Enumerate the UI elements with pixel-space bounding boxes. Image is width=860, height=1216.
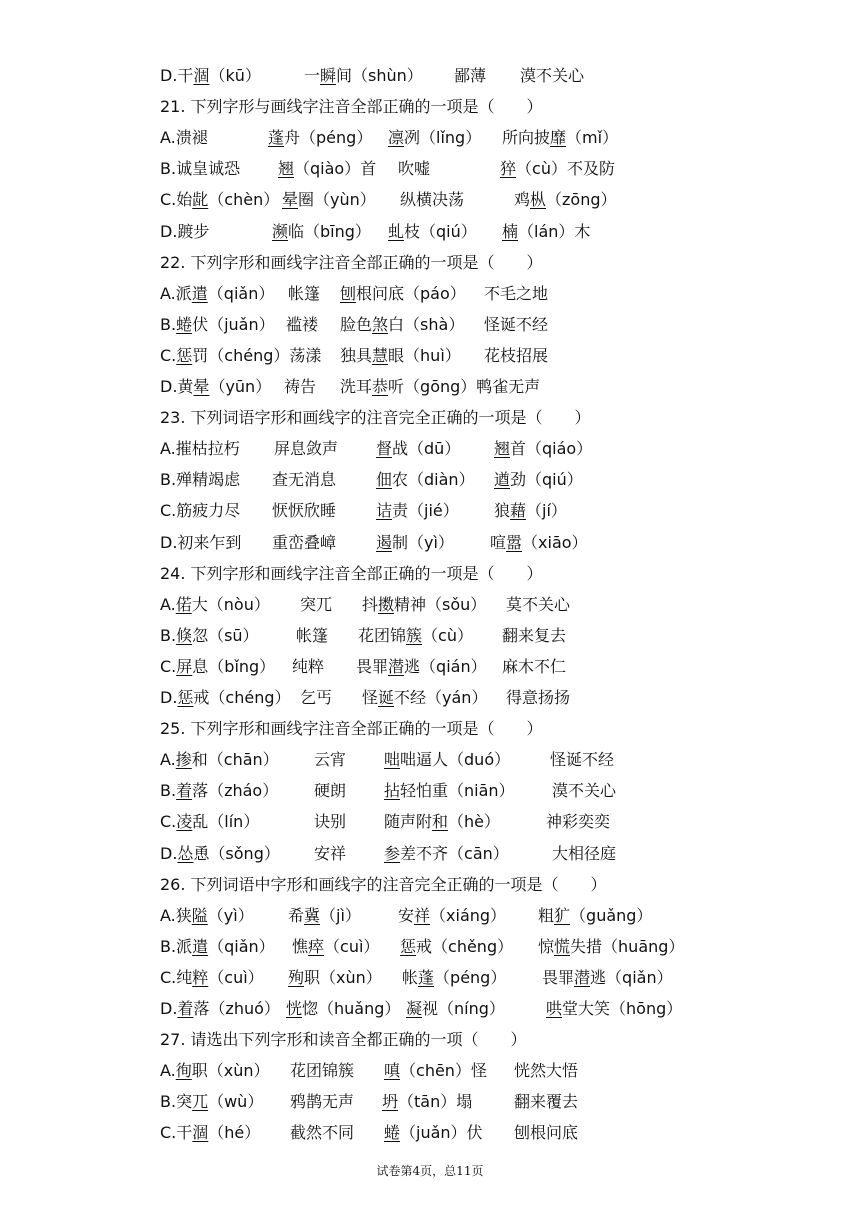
- text-segment: 乞丐: [300, 688, 333, 707]
- text-segment: 刨根问底: [514, 1123, 579, 1143]
- text-segment: （kū）: [209, 66, 261, 85]
- text-segment: 花团锦: [358, 625, 407, 645]
- text-segment: （cù）: [422, 625, 473, 645]
- text-segment: 安: [398, 905, 415, 925]
- answer-option: [160, 436, 592, 462]
- answer-option: [160, 1058, 578, 1084]
- text-segment: 白（shà）: [388, 314, 465, 334]
- answer-option: [160, 63, 584, 89]
- underlined-char: 翘: [278, 159, 295, 179]
- text-segment: A.: [160, 750, 176, 770]
- underlined-char: 涸: [192, 1123, 209, 1143]
- text-segment: 畏罪: [542, 967, 575, 987]
- question-stem: [160, 872, 607, 898]
- underlined-char: 怂: [177, 843, 194, 863]
- text-segment: 27. 请选出下列字形和读音全都正确的一项（ ）: [160, 1030, 527, 1050]
- underlined-char: 遏: [376, 532, 393, 552]
- answer-option: [160, 281, 548, 307]
- underlined-char: 涸: [193, 66, 210, 85]
- text-segment: 职（xùn）: [304, 967, 382, 987]
- text-segment: 25. 下列字形和画线字注音全部正确的一项是（ ）: [160, 719, 543, 739]
- underlined-char: 恍: [286, 999, 303, 1018]
- text-segment: 所向披: [502, 128, 551, 148]
- underlined-char: 藉: [510, 501, 527, 521]
- text-segment: C.始: [160, 190, 193, 210]
- underlined-char: 翘: [494, 439, 511, 459]
- text-segment: 惚（huǎng）: [302, 999, 401, 1018]
- text-segment: C.筋疲力尽: [160, 501, 241, 521]
- text-segment: A.溃褪: [160, 128, 208, 148]
- text-segment: 畏罪: [356, 656, 389, 676]
- text-segment: （yì）: [207, 905, 254, 925]
- answer-option: [160, 187, 617, 213]
- text-segment: 冽（lǐng）: [404, 128, 482, 148]
- text-segment: 战（dū）: [392, 439, 461, 459]
- text-segment: （xiáng）: [430, 905, 507, 925]
- text-segment: 莫不关心: [506, 594, 571, 614]
- text-segment: A.: [160, 1061, 176, 1081]
- underlined-char: 凌: [176, 812, 193, 832]
- text-segment: 脸色: [340, 314, 373, 334]
- text-segment: 舟（péng）: [284, 128, 373, 148]
- underlined-char: 蜷: [384, 1123, 401, 1143]
- text-segment: 诀别: [314, 812, 347, 832]
- answer-option: [160, 219, 590, 245]
- question-stem: [160, 250, 543, 276]
- text-segment: 一: [304, 66, 321, 85]
- text-segment: （chèn）: [208, 190, 280, 210]
- answer-option: [160, 623, 566, 649]
- answer-option: [160, 125, 618, 151]
- text-segment: 怪诞不经: [550, 750, 615, 770]
- question-stem: [160, 94, 543, 120]
- text-segment: 首（qiáo）: [510, 439, 593, 459]
- text-segment: 翻来覆去: [514, 1092, 579, 1112]
- text-segment: 落（zháo）: [192, 781, 279, 801]
- text-segment: D.黄: [160, 377, 194, 396]
- underlined-char: 徇: [175, 1061, 192, 1081]
- underlined-char: 粹: [192, 967, 209, 987]
- underlined-char: 冀: [304, 905, 321, 925]
- text-segment: （mǐ）: [566, 128, 619, 148]
- text-segment: 帐: [402, 967, 419, 987]
- text-segment: 制（yì）: [392, 532, 454, 552]
- text-segment: 落（zhuó）: [193, 999, 280, 1018]
- text-segment: 查无消息: [272, 470, 337, 490]
- underlined-char: 蓬: [268, 128, 285, 148]
- text-segment: 轻怕重（niān）: [400, 781, 515, 801]
- text-segment: 神彩奕奕: [546, 812, 611, 832]
- underlined-char: 遣: [192, 936, 209, 956]
- text-segment: 祷告: [284, 377, 317, 396]
- text-segment: C.: [160, 656, 177, 676]
- text-segment: （zōng）: [546, 190, 617, 210]
- text-segment: C.: [160, 812, 177, 832]
- text-segment: A.摧枯拉朽: [160, 439, 240, 459]
- text-segment: 突兀: [300, 594, 333, 614]
- answer-option: [160, 1120, 578, 1146]
- text-segment: 憔: [292, 936, 309, 956]
- answer-option: [160, 467, 583, 493]
- text-segment: 忽（sū）: [192, 625, 259, 645]
- text-segment: 帐篷: [296, 625, 329, 645]
- text-segment: 花枝招展: [484, 345, 549, 365]
- text-segment: （qiǎn）: [207, 283, 275, 303]
- text-segment: B.: [160, 625, 177, 645]
- answer-option: [160, 530, 588, 556]
- question-stem: [160, 1027, 527, 1053]
- underlined-char: 瘁: [308, 936, 325, 956]
- underlined-char: 诞: [378, 688, 395, 707]
- underlined-char: 潜: [574, 967, 591, 987]
- text-segment: （péng）: [434, 967, 507, 987]
- text-segment: 根问底（páo）: [356, 283, 466, 303]
- text-segment: D.干: [160, 66, 194, 85]
- underlined-char: 隘: [191, 905, 208, 925]
- text-segment: 差不齐（cān）: [400, 843, 509, 863]
- text-segment: 得意扬扬: [506, 688, 571, 707]
- text-segment: 吹嘘: [398, 159, 431, 179]
- text-segment: 纵横决荡: [400, 190, 465, 210]
- text-segment: B.: [160, 314, 177, 334]
- text-segment: （cuì）: [324, 936, 380, 956]
- answer-option: [160, 312, 548, 338]
- underlined-char: 惩: [400, 936, 417, 956]
- answer-option: [160, 747, 614, 773]
- text-segment: 独具: [340, 345, 373, 365]
- text-segment: 戒（chěng）: [416, 936, 514, 956]
- text-segment: （guǎng）: [570, 905, 653, 925]
- text-segment: D.初来乍到: [160, 532, 242, 552]
- text-segment: （hé）: [208, 1123, 261, 1143]
- question-stem: [160, 716, 543, 742]
- answer-option: [160, 934, 684, 960]
- text-segment: 视（níng）: [422, 999, 505, 1018]
- text-segment: B.诚皇诚恐: [160, 159, 241, 179]
- text-segment: 枝（qiú）: [404, 221, 477, 241]
- underlined-char: 惩: [177, 688, 194, 707]
- underlined-char: 倏: [176, 625, 193, 645]
- underlined-char: 煞: [372, 314, 389, 334]
- text-segment: （juǎn）伏: [400, 1123, 483, 1143]
- underlined-char: 虬: [388, 221, 405, 241]
- text-segment: 花团锦簇: [290, 1061, 355, 1081]
- underlined-char: 晕: [193, 377, 210, 396]
- text-segment: 随声附: [384, 812, 433, 832]
- underlined-char: 偌: [175, 594, 192, 614]
- text-segment: 间（shùn）: [336, 66, 423, 85]
- text-segment: 恿（sǒng）: [193, 843, 280, 863]
- underlined-char: 蓬: [418, 967, 435, 987]
- answer-option: [160, 685, 570, 711]
- underlined-char: 咄: [384, 750, 401, 770]
- underlined-char: 坍: [382, 1092, 399, 1112]
- underlined-char: 拈: [384, 781, 401, 801]
- underlined-char: 掺: [175, 750, 192, 770]
- text-segment: （yūn）: [209, 377, 272, 396]
- text-segment: 22. 下列字形和画线字注音全部正确的一项是（ ）: [160, 252, 543, 272]
- underlined-char: 和: [432, 812, 449, 832]
- underlined-char: 遣: [191, 283, 208, 303]
- text-segment: （cù）不及防: [516, 159, 615, 179]
- text-segment: 恹恹欣睡: [272, 501, 337, 521]
- text-segment: B.派: [160, 936, 193, 956]
- text-segment: 重峦叠嶂: [272, 532, 337, 552]
- text-segment: A.: [160, 594, 176, 614]
- text-segment: 农（diàn）: [392, 470, 475, 490]
- text-segment: 抖: [362, 594, 379, 614]
- text-segment: 漠不关心: [520, 66, 585, 85]
- underlined-char: 参: [384, 843, 401, 863]
- text-segment: 安祥: [314, 843, 347, 863]
- underlined-char: 诘: [376, 501, 393, 521]
- question-stem: [160, 561, 543, 587]
- text-segment: B.殚精竭虑: [160, 470, 241, 490]
- text-segment: 大（nòu）: [191, 594, 270, 614]
- text-segment: B.: [160, 781, 177, 801]
- text-segment: （hè）: [448, 812, 501, 832]
- text-segment: 堂大笑（hōng）: [562, 999, 683, 1018]
- text-segment: 纯粹: [292, 656, 325, 676]
- underlined-char: 遒: [494, 470, 511, 490]
- underlined-char: 濒: [272, 221, 289, 241]
- text-segment: 鄙薄: [454, 66, 487, 85]
- answer-option: [160, 903, 652, 929]
- underlined-char: 嗔: [384, 1061, 401, 1081]
- text-segment: （qiào）首: [294, 159, 377, 179]
- underlined-char: 靡: [550, 128, 567, 148]
- underlined-char: 佃: [376, 470, 393, 490]
- text-segment: 大相径庭: [552, 843, 617, 863]
- text-segment: A.派: [160, 283, 192, 303]
- page-footer: 试卷第4页，总11页: [376, 1164, 484, 1178]
- text-segment: 硬朗: [314, 781, 347, 801]
- text-segment: 逃（qián）: [404, 656, 487, 676]
- text-segment: 临（bīng）: [288, 221, 371, 241]
- text-segment: 云宵: [314, 750, 347, 770]
- text-segment: B.突: [160, 1092, 193, 1112]
- text-segment: 24. 下列字形和画线字注音全部正确的一项是（ ）: [160, 563, 543, 583]
- text-segment: 圈（yùn）: [298, 190, 376, 210]
- text-segment: 失措（huāng）: [570, 936, 685, 956]
- text-segment: 希: [288, 905, 305, 925]
- text-segment: D.: [160, 999, 178, 1018]
- text-segment: 不毛之地: [484, 283, 549, 303]
- text-segment: D.: [160, 688, 178, 707]
- text-segment: 戒（chéng）: [193, 688, 291, 707]
- underlined-char: 慌: [554, 936, 571, 956]
- text-segment: 罚（chéng）荡漾: [192, 345, 322, 365]
- text-segment: 恍然大悟: [514, 1061, 579, 1081]
- text-segment: 喧: [490, 532, 507, 552]
- underlined-char: 龀: [192, 190, 209, 210]
- text-segment: 鸦鹊无声: [290, 1092, 355, 1112]
- text-segment: 26. 下列词语中字形和画线字的注音完全正确的一项是（ ）: [160, 874, 607, 894]
- text-segment: C.纯: [160, 967, 193, 987]
- answer-option: [160, 654, 566, 680]
- text-segment: C.干: [160, 1123, 193, 1143]
- underlined-char: 嚣: [506, 532, 523, 552]
- underlined-char: 瞬: [320, 66, 337, 85]
- underlined-char: 楠: [502, 221, 519, 241]
- text-segment: （chēn）怪: [400, 1061, 487, 1081]
- underlined-char: 刨: [340, 283, 357, 303]
- answer-option: [160, 841, 616, 867]
- underlined-char: 祥: [414, 905, 431, 925]
- text-segment: 麻木不仁: [502, 656, 567, 676]
- text-segment: 劲（qiú）: [510, 470, 583, 490]
- text-segment: （xiāo）: [522, 532, 588, 552]
- text-segment: 21. 下列字形与画线字注音全部正确的一项是（ ）: [160, 97, 543, 117]
- text-segment: 乱（lín）: [192, 812, 260, 832]
- underlined-char: 簇: [406, 625, 423, 645]
- answer-option: [160, 809, 610, 835]
- text-segment: 责（jié）: [392, 501, 459, 521]
- underlined-char: 晕: [282, 190, 299, 210]
- text-segment: 漠不关心: [552, 781, 617, 801]
- underlined-char: 哄: [546, 999, 563, 1018]
- text-segment: 伏（juǎn）: [192, 314, 275, 334]
- text-segment: C.: [160, 345, 177, 365]
- text-segment: 惊: [538, 936, 555, 956]
- underlined-char: 惩: [176, 345, 193, 365]
- text-segment: （wù）: [208, 1092, 264, 1112]
- text-segment: 精神（sǒu）: [394, 594, 487, 614]
- text-segment: 怪: [362, 688, 379, 707]
- underlined-char: 着: [176, 781, 193, 801]
- underlined-char: 恭: [372, 377, 389, 396]
- underlined-char: 着: [177, 999, 194, 1018]
- answer-option: [160, 592, 570, 618]
- answer-option: [160, 498, 567, 524]
- underlined-char: 凝: [406, 999, 423, 1018]
- text-segment: 屏息敛声: [274, 439, 339, 459]
- text-segment: 职（xùn）: [191, 1061, 270, 1081]
- underlined-char: 兀: [192, 1092, 209, 1112]
- underlined-char: 凛: [388, 128, 405, 148]
- text-segment: D.: [160, 843, 178, 863]
- text-segment: 息（bǐng）: [192, 656, 276, 676]
- text-segment: A.狭: [160, 905, 192, 925]
- text-segment: 和（chān）: [191, 750, 279, 770]
- text-segment: 咄逼人（duó）: [400, 750, 511, 770]
- text-segment: （cuì）: [208, 967, 264, 987]
- answer-option: [160, 156, 615, 182]
- answer-option: [160, 374, 540, 400]
- underlined-char: 殉: [288, 967, 305, 987]
- text-segment: 狼: [494, 501, 511, 521]
- text-segment: 不经（yán）: [394, 688, 488, 707]
- text-segment: （lán）木: [518, 221, 591, 241]
- text-segment: 逃（qiǎn）: [590, 967, 673, 987]
- text-segment: 23. 下列词语字形和画线字的注音完全正确的一项是（ ）: [160, 408, 591, 428]
- text-segment: 褴褛: [286, 314, 319, 334]
- underlined-char: 擞: [378, 594, 395, 614]
- text-segment: （jì）: [320, 905, 361, 925]
- text-segment: 洗耳: [340, 377, 373, 396]
- text-segment: （tān）塌: [398, 1092, 473, 1112]
- underlined-char: 枞: [530, 190, 547, 210]
- text-segment: （jí）: [526, 501, 567, 521]
- answer-option: [160, 343, 548, 369]
- answer-option: [160, 996, 682, 1022]
- answer-option: [160, 965, 673, 991]
- question-stem: [160, 405, 591, 431]
- underlined-char: 猝: [500, 159, 517, 179]
- text-segment: 鸡: [514, 190, 531, 210]
- text-segment: 帐篷: [288, 283, 321, 303]
- text-segment: （qiǎn）: [208, 936, 275, 956]
- text-segment: 听（gōng）鸭雀无声: [388, 377, 541, 396]
- underlined-char: 蜷: [176, 314, 193, 334]
- underlined-char: 督: [376, 439, 393, 459]
- answer-option: [160, 778, 616, 804]
- text-segment: 翻来复去: [502, 625, 567, 645]
- underlined-char: 潜: [388, 656, 405, 676]
- text-segment: 截然不同: [290, 1123, 355, 1143]
- text-segment: D.踱步: [160, 221, 210, 241]
- underlined-char: 慧: [372, 345, 389, 365]
- underlined-char: 犷: [554, 905, 571, 925]
- answer-option: [160, 1089, 578, 1115]
- text-segment: 眼（huì）: [388, 345, 461, 365]
- text-segment: 怪诞不经: [484, 314, 549, 334]
- text-segment: 粗: [538, 905, 555, 925]
- underlined-char: 屏: [176, 656, 193, 676]
